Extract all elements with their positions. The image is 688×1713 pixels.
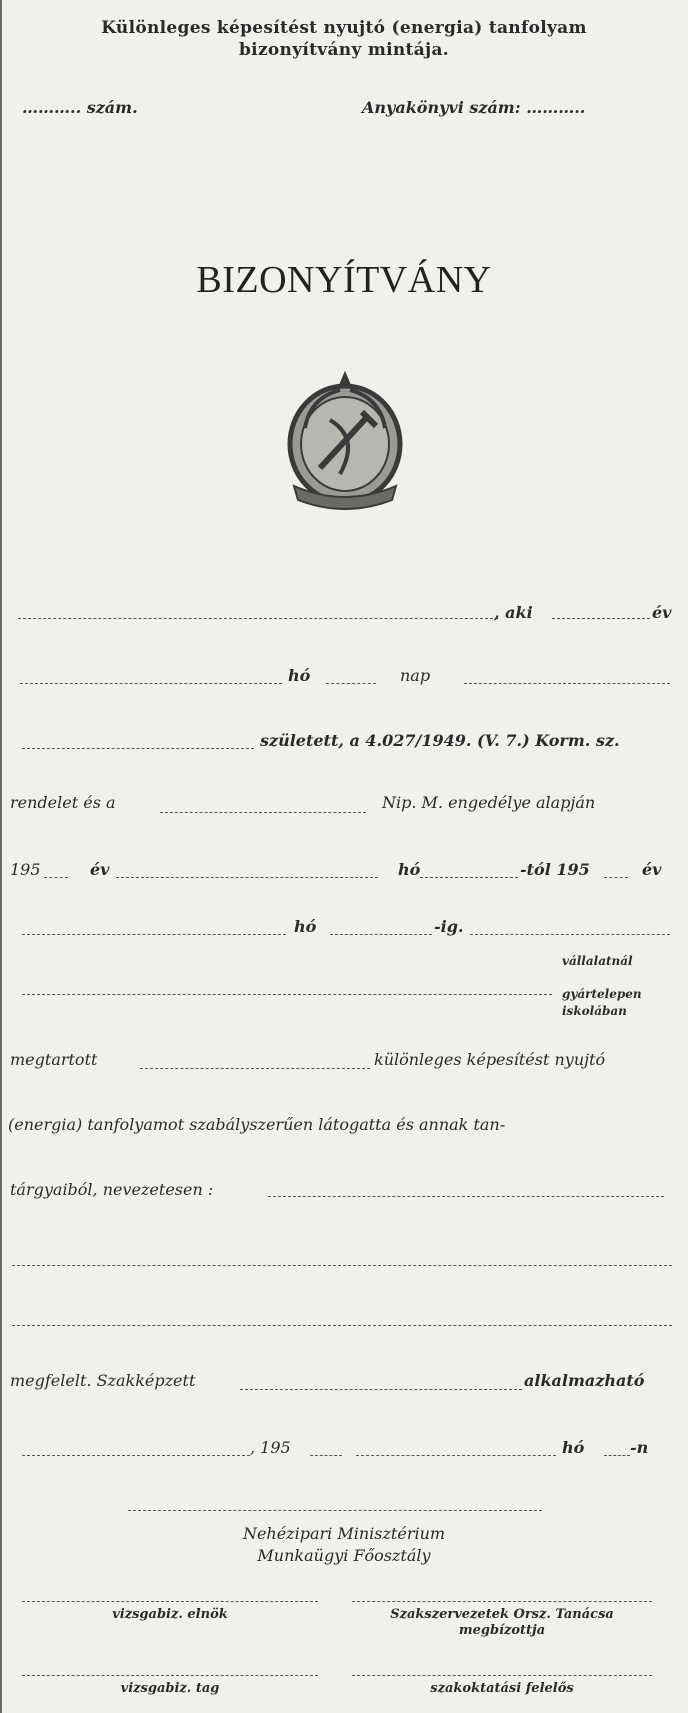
birth-blank[interactable] (22, 748, 254, 749)
month-label-2: hó (398, 860, 421, 879)
from-day-blank[interactable] (420, 877, 518, 878)
header-line-2: bizonyítvány mintája. (239, 40, 449, 60)
month-label: hó (288, 666, 311, 685)
ministry-department: Munkaügyi Főosztály (257, 1546, 431, 1565)
date-month-label: hó (562, 1438, 585, 1457)
passed-label: megfelelt. Szakképzett (10, 1371, 196, 1390)
month-label-3: hó (294, 917, 317, 936)
date-month-blank[interactable] (356, 1455, 556, 1456)
attendance-text: (energia) tanfolyamot szabályszerűen látogatta és annak tan- (8, 1115, 506, 1134)
company-option: vállalatnál (562, 954, 633, 968)
course-blank[interactable] (140, 1068, 370, 1069)
employable-label: alkalmazható (524, 1371, 645, 1390)
ministry-signature-line[interactable] (128, 1510, 542, 1511)
until-extra-blank[interactable] (470, 934, 670, 935)
number-field: ……….. szám. (22, 98, 138, 117)
from-label: -tól 195 (520, 860, 590, 879)
year-label: év (652, 603, 672, 622)
place-blank[interactable] (22, 1455, 250, 1456)
year-prefix-1: 195 (10, 860, 41, 879)
year-blank[interactable] (552, 618, 650, 619)
year-digit-blank-2[interactable] (604, 877, 628, 878)
union-label: Szakszervezetek Orsz. Tanácsa (390, 1607, 614, 1622)
coat-of-arms-icon (280, 368, 410, 518)
special-qualification-text: különleges képesítést nyujtó (374, 1050, 606, 1069)
to-month-blank[interactable] (22, 934, 286, 935)
date-year-digit-blank[interactable] (310, 1455, 342, 1456)
subjects-blank-2[interactable] (12, 1265, 672, 1266)
union-label-2: megbízottja (458, 1623, 546, 1638)
date-day-blank[interactable] (604, 1455, 630, 1456)
authority-blank[interactable] (160, 812, 366, 813)
chairman-signature-line[interactable] (22, 1601, 318, 1602)
registry-number-field: Anyakönyvi szám: ……….. (362, 98, 586, 117)
occupation-blank[interactable] (240, 1389, 522, 1390)
permit-text: Nip. M. engedélye alapján (382, 793, 596, 812)
born-decree-text: született, a 4.027/1949. (V. 7.) Korm. sz. (260, 731, 620, 750)
aki-label: , aki (494, 603, 533, 622)
day-label: nap (400, 666, 431, 685)
instructor-label: szakoktatási felelős (430, 1681, 574, 1696)
year-label-2: év (90, 860, 110, 879)
from-month-blank[interactable] (116, 877, 378, 878)
birthplace-blank[interactable] (464, 683, 670, 684)
day-blank[interactable] (326, 683, 376, 684)
member-signature-line[interactable] (22, 1675, 318, 1676)
member-label: vizsgabiz. tag (120, 1681, 220, 1696)
year-digit-blank-1[interactable] (44, 877, 68, 878)
to-day-blank[interactable] (330, 934, 432, 935)
school-option: iskolában (562, 1004, 627, 1018)
month-blank[interactable] (20, 683, 282, 684)
header-line-1: Különleges képesítést nyujtó (energia) tanfolyam (101, 18, 587, 38)
date-suffix: -n (630, 1438, 649, 1457)
union-signature-line[interactable] (352, 1601, 652, 1602)
decree-label: rendelet és a (10, 793, 116, 812)
subjects-blank-3[interactable] (12, 1325, 672, 1326)
instructor-signature-line[interactable] (352, 1675, 652, 1676)
chairman-label: vizsgabiz. elnök (112, 1607, 228, 1622)
held-label: megtartott (10, 1050, 98, 1069)
until-label: -ig. (434, 917, 464, 936)
factory-option: gyártelepen (562, 987, 642, 1001)
subjects-blank-1[interactable] (268, 1196, 664, 1197)
subjects-label: tárgyaiból, nevezetesen : (10, 1180, 214, 1199)
institution-blank[interactable] (22, 994, 552, 995)
date-year-prefix: , 195 (250, 1438, 291, 1457)
year-label-3: év (642, 860, 662, 879)
ministry-name: Nehézipari Minisztérium (242, 1524, 446, 1543)
left-border-line (0, 0, 2, 1713)
page-title: BIZONYÍTVÁNY (196, 259, 492, 301)
name-blank[interactable] (18, 618, 498, 619)
